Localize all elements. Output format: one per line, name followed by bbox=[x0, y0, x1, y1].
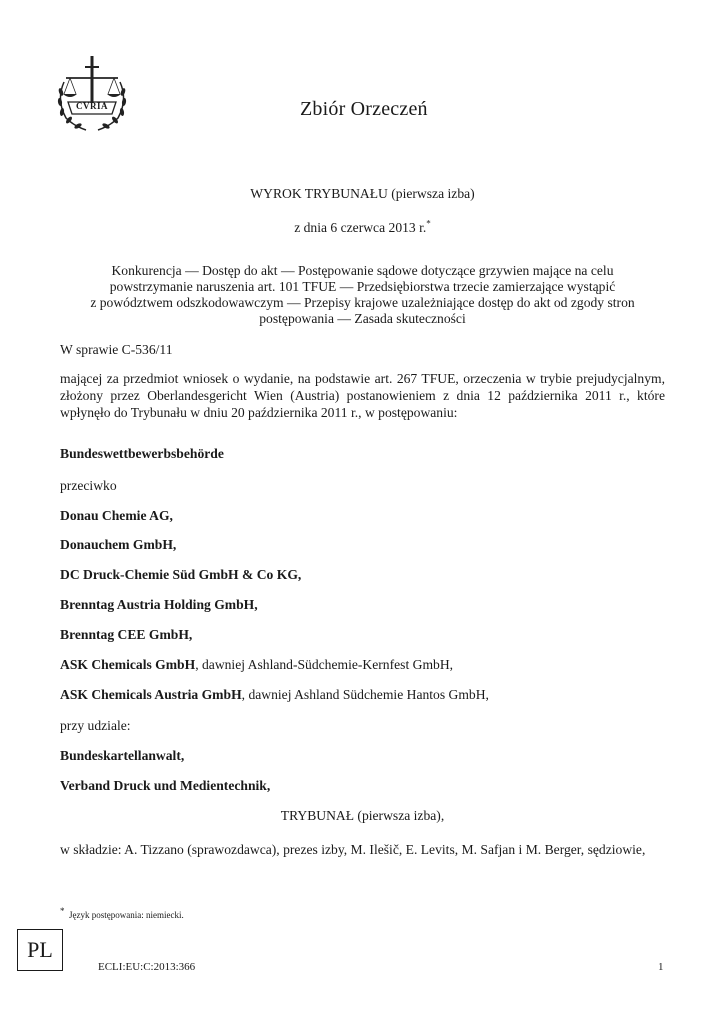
footnote bbox=[60, 906, 184, 920]
reference-paragraph: mającej za przedmiot wniosek o wydanie, na podstawie art. 267 TFUE, orzeczenia w trybie prejudycjalnym, złożony przez Oberlandesgericht Wien (Austria) postanowieniem z dnia 12 października 2011 r., które wpłynęło do Trybunału w dniu 20 października 2011 r., w postępowaniu: bbox=[60, 371, 665, 420]
applicant-name: Bundeswettbewerbsbehörde bbox=[60, 446, 224, 461]
defendant-item bbox=[60, 537, 665, 553]
judgment-title: WYROK TRYBUNAŁU (pierwsza izba) bbox=[250, 186, 475, 201]
logo-text: CVRIA bbox=[75, 101, 108, 111]
versus-label: przeciwko bbox=[60, 478, 117, 493]
defendant-name: Brenntag Austria Holding GmbH, bbox=[60, 597, 258, 612]
defendant-note: , dawniej Ashland Südchemie Hantos GmbH, bbox=[241, 687, 489, 702]
defendant-name: ASK Chemicals GmbH bbox=[60, 657, 196, 672]
court-composition: w składzie: A. Tizzano (sprawozdawca), prezes izby, M. Ilešič, E. Levits, M. Safjan i M. Berger, sędziowie, bbox=[60, 842, 646, 857]
intervener-name: Bundeskartellanwalt, bbox=[60, 748, 185, 763]
defendant-item bbox=[60, 687, 665, 703]
judgment-date bbox=[60, 220, 665, 236]
court-name: TRYBUNAŁ (pierwsza izba), bbox=[280, 808, 445, 823]
defendant-name: ASK Chemicals Austria GmbH bbox=[60, 687, 242, 702]
defendant-item bbox=[60, 597, 665, 613]
defendant-item bbox=[60, 627, 665, 643]
defendant-name: DC Druck-Chemie Süd GmbH & Co KG, bbox=[60, 567, 302, 582]
case-summary bbox=[60, 263, 665, 327]
summary-line: postępowania — Zasada skuteczności bbox=[259, 311, 466, 326]
date-footnote-mark: * bbox=[426, 218, 431, 229]
collection-title: Zbiór Orzeczeń bbox=[300, 98, 428, 120]
judgment-date-text: z dnia 6 czerwca 2013 r. bbox=[294, 220, 427, 235]
defendant-item bbox=[60, 508, 665, 524]
defendant-item bbox=[60, 567, 665, 583]
court-logo bbox=[52, 52, 132, 134]
footnote-text: Język postępowania: niemiecki. bbox=[69, 910, 184, 920]
intervener-name: Verband Druck und Medientechnik, bbox=[60, 778, 271, 793]
defendant-note: , dawniej Ashland-Südchemie-Kernfest GmbH, bbox=[195, 657, 454, 672]
defendant-name: Donauchem GmbH, bbox=[60, 537, 177, 552]
defendant-name: Donau Chemie AG, bbox=[60, 508, 173, 523]
summary-line: z powództwem odszkodowawczym — Przepisy krajowe uzależniające dostęp do akt od zgody stron bbox=[90, 295, 635, 310]
participation-label: przy udziale: bbox=[60, 718, 131, 733]
language-code-box: PL bbox=[17, 929, 63, 971]
summary-line: powstrzymanie naruszenia art. 101 TFUE — Przedsiębiorstwa trzecie zamierzające wystąpić bbox=[109, 279, 616, 294]
page-number: 1 bbox=[658, 961, 664, 973]
case-reference: W sprawie C-536/11 bbox=[60, 342, 173, 357]
ecli-identifier: ECLI:EU:C:2013:366 bbox=[98, 961, 196, 973]
defendant-name: Brenntag CEE GmbH, bbox=[60, 627, 193, 642]
defendant-item bbox=[60, 657, 665, 673]
footnote-mark: * bbox=[60, 906, 65, 916]
cvria-emblem-icon bbox=[52, 52, 132, 134]
summary-line: Konkurencja — Dostęp do akt — Postępowanie sądowe dotyczące grzywien mające na celu bbox=[111, 263, 614, 278]
